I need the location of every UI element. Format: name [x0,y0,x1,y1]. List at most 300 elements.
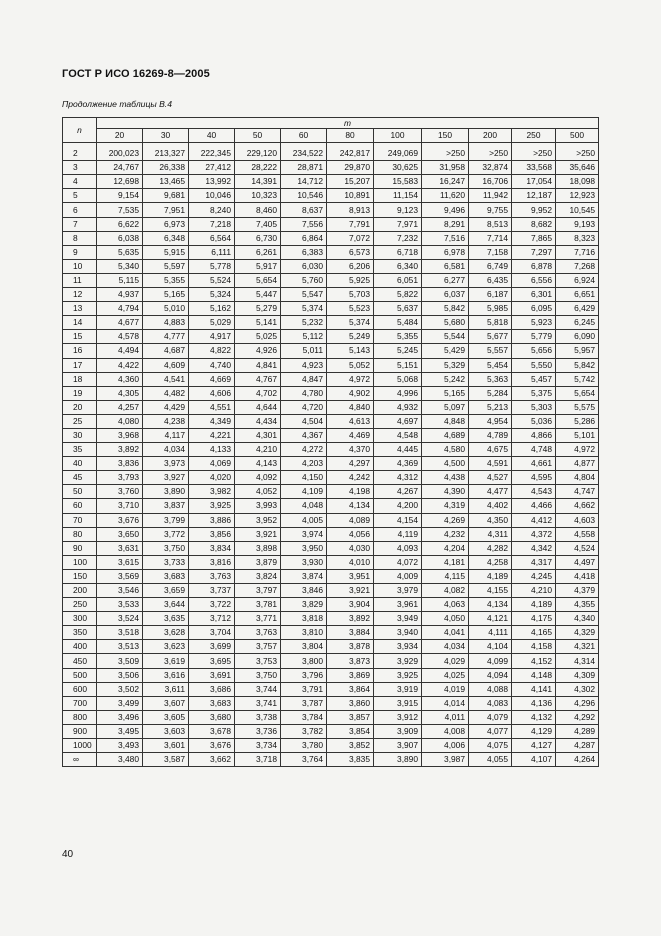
value-cell: 28,871 [281,161,327,175]
value-cell: 4,777 [143,330,189,344]
n-cell: 100 [63,555,97,569]
value-cell: 14,712 [281,175,327,189]
value-cell: 4,687 [143,344,189,358]
value-cell: 4,221 [189,428,235,442]
value-cell: 4,321 [556,640,599,654]
value-cell: 5,249 [327,330,374,344]
table-row [63,654,599,668]
value-cell: 4,902 [327,386,374,400]
value-cell: 4,883 [143,316,189,330]
value-cell: 3,619 [143,654,189,668]
value-cell: 3,744 [235,682,281,696]
value-cell: 3,683 [189,696,235,710]
value-cell: 6,556 [512,273,556,287]
m-value-header: 40 [189,129,235,143]
value-cell: 4,342 [512,541,556,555]
value-cell: 3,869 [327,668,374,682]
table-row [63,626,599,640]
value-cell: 3,546 [97,584,143,598]
value-cell: 5,635 [97,245,143,259]
value-cell: 4,954 [469,414,512,428]
table-row [63,288,599,302]
value-cell: 4,866 [512,428,556,442]
value-cell: 7,716 [556,245,599,259]
value-cell: 9,123 [374,203,422,217]
value-cell: 5,242 [422,372,469,386]
value-cell: 3,982 [189,485,235,499]
value-cell: 4,009 [374,569,422,583]
table-row [63,161,599,175]
value-cell: 5,457 [512,372,556,386]
value-cell: 4,072 [374,555,422,569]
value-cell: 200,023 [97,143,143,161]
table-row [63,273,599,287]
value-cell: 3,607 [143,696,189,710]
value-cell: 3,824 [235,569,281,583]
value-cell: 4,311 [469,527,512,541]
value-cell: 5,925 [327,273,374,287]
value-cell: 11,154 [374,189,422,203]
value-cell: 3,718 [235,753,281,767]
value-cell: 5,245 [374,344,422,358]
table-row [63,217,599,231]
value-cell: 3,760 [97,485,143,499]
value-cell: 3,722 [189,598,235,612]
value-cell: 3,506 [97,668,143,682]
n-cell: 600 [63,682,97,696]
value-cell: 3,973 [143,457,189,471]
m-values-row [63,129,599,143]
value-cell: 7,218 [189,217,235,231]
value-cell: 5,654 [556,386,599,400]
value-cell: 5,162 [189,302,235,316]
value-cell: 3,603 [143,724,189,738]
value-cell: 7,791 [327,217,374,231]
table-row [63,555,599,569]
n-cell: 7 [63,217,97,231]
value-cell: 5,957 [556,344,599,358]
value-cell: 8,637 [281,203,327,217]
value-cell: 4,296 [556,696,599,710]
value-cell: 3,513 [97,640,143,654]
value-cell: 4,203 [281,457,327,471]
value-cell: 4,317 [512,555,556,569]
value-cell: 4,847 [281,372,327,386]
table-row [63,203,599,217]
value-cell: 4,500 [422,457,469,471]
n-cell: 800 [63,710,97,724]
value-cell: 7,971 [374,217,422,231]
value-cell: 7,556 [281,217,327,231]
value-cell: 3,860 [327,696,374,710]
value-cell: 4,434 [235,414,281,428]
value-cell: 5,429 [422,344,469,358]
value-cell: 4,438 [422,471,469,485]
value-cell: 4,050 [422,612,469,626]
value-cell: 3,601 [143,739,189,753]
value-cell: 4,367 [281,428,327,442]
value-cell: 5,355 [143,273,189,287]
m-header: m [97,118,599,129]
value-cell: 7,535 [97,203,143,217]
value-cell: 4,309 [556,668,599,682]
value-cell: 4,926 [235,344,281,358]
n-cell: 4 [63,175,97,189]
table-row [63,189,599,203]
value-cell: 3,799 [143,513,189,527]
value-cell: 4,841 [235,358,281,372]
value-cell: 234,522 [281,143,327,161]
value-cell: 4,289 [556,724,599,738]
value-cell: 5,363 [469,372,512,386]
m-value-header: 50 [235,129,281,143]
value-cell: 3,804 [281,640,327,654]
value-cell: 7,951 [143,203,189,217]
value-cell: 4,127 [512,739,556,753]
value-cell: 3,750 [143,541,189,555]
value-cell: 5,654 [235,273,281,287]
value-cell: 3,890 [374,753,422,767]
table-row [63,372,599,386]
value-cell: 5,279 [235,302,281,316]
value-cell: 4,804 [556,471,599,485]
value-cell: 5,374 [281,302,327,316]
value-cell: 5,677 [469,330,512,344]
value-cell: 4,141 [512,682,556,696]
table-row [63,753,599,767]
table-row [63,499,599,513]
value-cell: 3,835 [327,753,374,767]
value-cell: 3,904 [327,598,374,612]
value-cell: 4,297 [327,457,374,471]
value-cell: 6,924 [556,273,599,287]
value-cell: 5,447 [235,288,281,302]
n-header: n [63,118,97,143]
value-cell: 3,837 [143,499,189,513]
value-cell: 3,733 [143,555,189,569]
value-cell: 3,502 [97,682,143,696]
m-value-header: 80 [327,129,374,143]
value-cell: 3,796 [281,668,327,682]
value-cell: 3,800 [281,654,327,668]
value-cell: 32,874 [469,161,512,175]
value-cell: 4,390 [422,485,469,499]
value-cell: 4,702 [235,386,281,400]
value-cell: 4,052 [235,485,281,499]
n-cell: 1000 [63,739,97,753]
value-cell: 4,422 [97,358,143,372]
value-cell: 5,165 [143,288,189,302]
value-cell: 5,052 [327,358,374,372]
value-cell: 4,148 [512,668,556,682]
value-cell: 5,375 [512,386,556,400]
value-cell: 3,495 [97,724,143,738]
value-cell: 3,781 [235,598,281,612]
value-cell: 3,569 [97,569,143,583]
value-cell: 213,327 [143,143,189,161]
m-value-header: 250 [512,129,556,143]
value-cell: 3,750 [235,668,281,682]
value-cell: 5,101 [556,428,599,442]
value-cell: 3,533 [97,598,143,612]
value-cell: 4,794 [97,302,143,316]
value-cell: 6,277 [422,273,469,287]
value-cell: 4,150 [281,471,327,485]
value-cell: 4,360 [97,372,143,386]
value-cell: 4,111 [469,626,512,640]
value-cell: 3,772 [143,527,189,541]
value-cell: 4,020 [189,471,235,485]
value-cell: 4,669 [189,372,235,386]
n-cell: 2 [63,143,97,161]
n-cell: 11 [63,273,97,287]
value-cell: 5,068 [374,372,422,386]
value-cell: 4,093 [374,541,422,555]
n-cell: 80 [63,527,97,541]
value-cell: 4,165 [512,626,556,640]
value-cell: 6,340 [374,259,422,273]
value-cell: 4,119 [374,527,422,541]
value-cell: 5,324 [189,288,235,302]
m-value-header: 200 [469,129,512,143]
value-cell: 4,840 [327,400,374,414]
table-row [63,143,599,161]
value-cell: 31,958 [422,161,469,175]
table-row [63,640,599,654]
value-cell: 6,718 [374,245,422,259]
value-cell: 9,952 [512,203,556,217]
value-cell: 5,742 [556,372,599,386]
value-cell: 3,919 [374,682,422,696]
m-value-header: 30 [143,129,189,143]
value-cell: 4,497 [556,555,599,569]
value-cell: 5,597 [143,259,189,273]
value-cell: 4,292 [556,710,599,724]
value-cell: 3,968 [97,428,143,442]
value-cell: 4,025 [422,668,469,682]
value-cell: 5,165 [422,386,469,400]
n-cell: 350 [63,626,97,640]
value-cell: 4,789 [469,428,512,442]
value-cell: 4,134 [327,499,374,513]
value-cell: 3,949 [374,612,422,626]
table-row [63,696,599,710]
value-cell: 6,301 [512,288,556,302]
value-cell: 5,656 [512,344,556,358]
value-cell: 3,683 [143,569,189,583]
m-value-header: 150 [422,129,469,143]
value-cell: 4,917 [189,330,235,344]
value-cell: 4,504 [281,414,327,428]
n-cell: 150 [63,569,97,583]
n-cell: 90 [63,541,97,555]
n-cell: 25 [63,414,97,428]
value-cell: 10,545 [556,203,599,217]
value-cell: 5,637 [374,302,422,316]
table-row [63,457,599,471]
value-cell: 5,917 [235,259,281,273]
value-cell: 4,267 [374,485,422,499]
value-cell: 5,779 [512,330,556,344]
value-cell: 4,923 [281,358,327,372]
table-row [63,569,599,583]
value-cell: 4,613 [327,414,374,428]
value-cell: 4,008 [422,724,469,738]
n-cell: 17 [63,358,97,372]
n-cell: 60 [63,499,97,513]
value-cell: 3,898 [235,541,281,555]
value-cell: 4,747 [556,485,599,499]
n-cell: 250 [63,598,97,612]
value-cell: 3,764 [281,753,327,767]
value-cell: 5,985 [469,302,512,316]
value-cell: 5,822 [374,288,422,302]
value-cell: 3,987 [422,753,469,767]
n-cell: 35 [63,443,97,457]
value-cell: 3,961 [374,598,422,612]
value-cell: 4,369 [374,457,422,471]
value-cell: 5,778 [189,259,235,273]
value-cell: 6,864 [281,231,327,245]
value-cell: 4,661 [512,457,556,471]
data-table [62,117,599,767]
value-cell: 5,115 [97,273,143,287]
value-cell: 4,075 [469,739,512,753]
table-row [63,682,599,696]
value-cell: 7,297 [512,245,556,259]
value-cell: 3,951 [327,569,374,583]
value-cell: 3,852 [327,739,374,753]
n-cell: 40 [63,457,97,471]
value-cell: 4,152 [512,654,556,668]
m-value-header: 20 [97,129,143,143]
value-cell: 4,181 [422,555,469,569]
value-cell: 5,112 [281,330,327,344]
value-cell: 4,134 [469,598,512,612]
value-cell: 4,551 [189,400,235,414]
value-cell: 6,435 [469,273,512,287]
value-cell: 4,445 [374,443,422,457]
table-row [63,513,599,527]
value-cell: 4,136 [512,696,556,710]
value-cell: 8,323 [556,231,599,245]
value-cell: 4,780 [281,386,327,400]
value-cell: 6,564 [189,231,235,245]
value-cell: 4,005 [281,513,327,527]
value-cell: 3,912 [374,710,422,724]
header-row-m [63,118,599,129]
value-cell: 4,104 [469,640,512,654]
value-cell: 4,055 [469,753,512,767]
value-cell: 4,154 [374,513,422,527]
value-cell: 17,054 [512,175,556,189]
table-row [63,428,599,442]
value-cell: 5,151 [374,358,422,372]
value-cell: 4,606 [189,386,235,400]
value-cell: 3,509 [97,654,143,668]
table-row [63,471,599,485]
value-cell: 3,921 [327,584,374,598]
value-cell: 3,737 [189,584,235,598]
value-cell: 8,913 [327,203,374,217]
value-cell: 5,454 [469,358,512,372]
value-cell: 24,767 [97,161,143,175]
value-cell: 3,890 [143,485,189,499]
table-row [63,330,599,344]
n-cell: 300 [63,612,97,626]
document-title: ГОСТ Р ИСО 16269-8—2005 [62,68,210,80]
value-cell: 3,921 [235,527,281,541]
value-cell: 18,098 [556,175,599,189]
value-cell: 3,691 [189,668,235,682]
value-cell: 4,143 [235,457,281,471]
value-cell: 5,213 [469,400,512,414]
n-cell: 9 [63,245,97,259]
value-cell: 9,193 [556,217,599,231]
value-cell: 5,284 [469,386,512,400]
value-cell: 7,072 [327,231,374,245]
value-cell: 6,245 [556,316,599,330]
value-cell: 4,198 [327,485,374,499]
value-cell: 4,088 [469,682,512,696]
value-cell: 9,755 [469,203,512,217]
value-cell: 15,583 [374,175,422,189]
value-cell: 3,787 [281,696,327,710]
n-cell: 3 [63,161,97,175]
value-cell: 4,466 [512,499,556,513]
value-cell: 5,703 [327,288,374,302]
value-cell: 3,616 [143,668,189,682]
value-cell: 4,189 [469,569,512,583]
value-cell: 4,329 [556,626,599,640]
value-cell: 4,094 [469,668,512,682]
value-cell: 3,757 [235,640,281,654]
value-cell: 3,829 [281,598,327,612]
value-cell: 4,014 [422,696,469,710]
table-body [63,143,599,767]
value-cell: 15,207 [327,175,374,189]
value-cell: 4,083 [469,696,512,710]
value-cell: 4,402 [469,499,512,513]
value-cell: 4,077 [469,724,512,738]
value-cell: 3,635 [143,612,189,626]
value-cell: 4,355 [556,598,599,612]
value-cell: 3,676 [189,739,235,753]
table-row [63,358,599,372]
value-cell: 5,141 [235,316,281,330]
table-row [63,245,599,259]
value-cell: 4,314 [556,654,599,668]
value-cell: 4,099 [469,654,512,668]
value-cell: 4,578 [97,330,143,344]
value-cell: 5,760 [281,273,327,287]
value-cell: 3,856 [189,527,235,541]
value-cell: 4,204 [422,541,469,555]
value-cell: 3,925 [189,499,235,513]
value-cell: 3,518 [97,626,143,640]
value-cell: 6,095 [512,302,556,316]
value-cell: 4,372 [512,527,556,541]
value-cell: 4,232 [422,527,469,541]
value-cell: 4,079 [469,710,512,724]
value-cell: 3,907 [374,739,422,753]
value-cell: 249,069 [374,143,422,161]
value-cell: 3,480 [97,753,143,767]
value-cell: 4,697 [374,414,422,428]
n-cell: 30 [63,428,97,442]
n-cell: 15 [63,330,97,344]
value-cell: >250 [512,143,556,161]
